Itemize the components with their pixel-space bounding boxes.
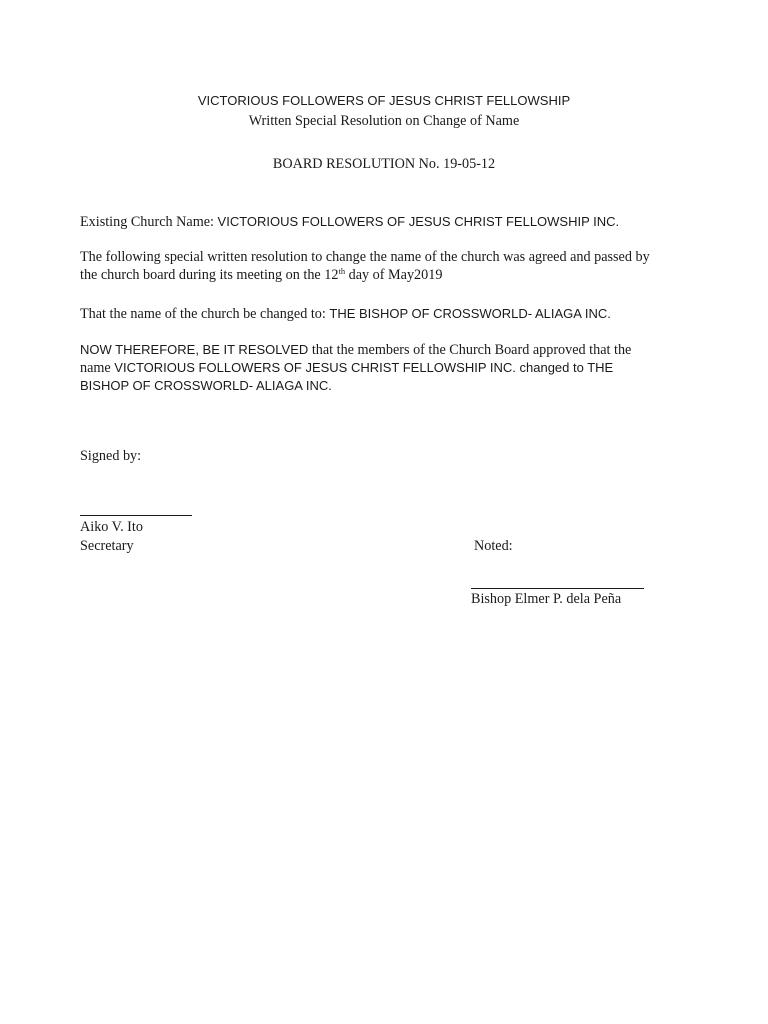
noted-label: Noted: <box>474 538 513 554</box>
bishop-signature-line <box>471 588 644 589</box>
meeting-date-text: the church board during its meeting on the 12 <box>80 267 339 283</box>
secretary-title: Secretary <box>80 538 134 554</box>
resolved-clause-rest: that the members of the Church Board approved that the <box>308 342 632 358</box>
resolution-number: BOARD RESOLUTION No. 19-05-12 <box>272 156 496 172</box>
resolved-name-word: name <box>80 360 115 376</box>
ordinal-suffix: th <box>338 266 346 276</box>
secretary-signature-line <box>80 515 192 516</box>
existing-name-label: Existing Church Name: <box>80 214 218 230</box>
new-name-label: That the name of the church be changed to: <box>80 306 330 322</box>
bishop-name: Bishop Elmer P. dela Peña <box>471 591 622 607</box>
resolved-line-2 <box>80 359 700 377</box>
resolved-line-3: BISHOP OF CROSSWORLD- ALIAGA INC. <box>80 378 332 393</box>
secretary-name: Aiko V. Ito <box>80 519 143 535</box>
existing-name-value: VICTORIOUS FOLLOWERS OF JESUS CHRIST FELLOWSHIP INC. <box>217 214 620 229</box>
organization-title: VICTORIOUS FOLLOWERS OF JESUS CHRIST FELLOWSHIP <box>197 93 571 108</box>
document-subtitle: Written Special Resolution on Change of Name <box>248 113 520 129</box>
signed-by-label: Signed by: <box>80 448 142 464</box>
new-name-value: THE BISHOP OF CROSSWORLD- ALIAGA INC. <box>329 306 611 321</box>
resolution-line-2 <box>80 266 700 284</box>
existing-church-name <box>80 213 700 231</box>
resolution-paragraph <box>80 248 700 284</box>
resolution-line-1: The following special written resolution to change the name of the church was agreed and passed by <box>80 249 650 265</box>
resolved-old-name: VICTORIOUS FOLLOWERS OF JESUS CHRIST FELLOWSHIP INC. changed to THE <box>114 360 614 375</box>
meeting-month: day of May2019 <box>345 267 443 283</box>
new-name-paragraph <box>80 305 700 323</box>
resolved-paragraph <box>80 341 700 395</box>
resolved-line-1 <box>80 341 700 359</box>
resolved-clause: NOW THEREFORE, BE IT RESOLVED <box>80 342 309 357</box>
